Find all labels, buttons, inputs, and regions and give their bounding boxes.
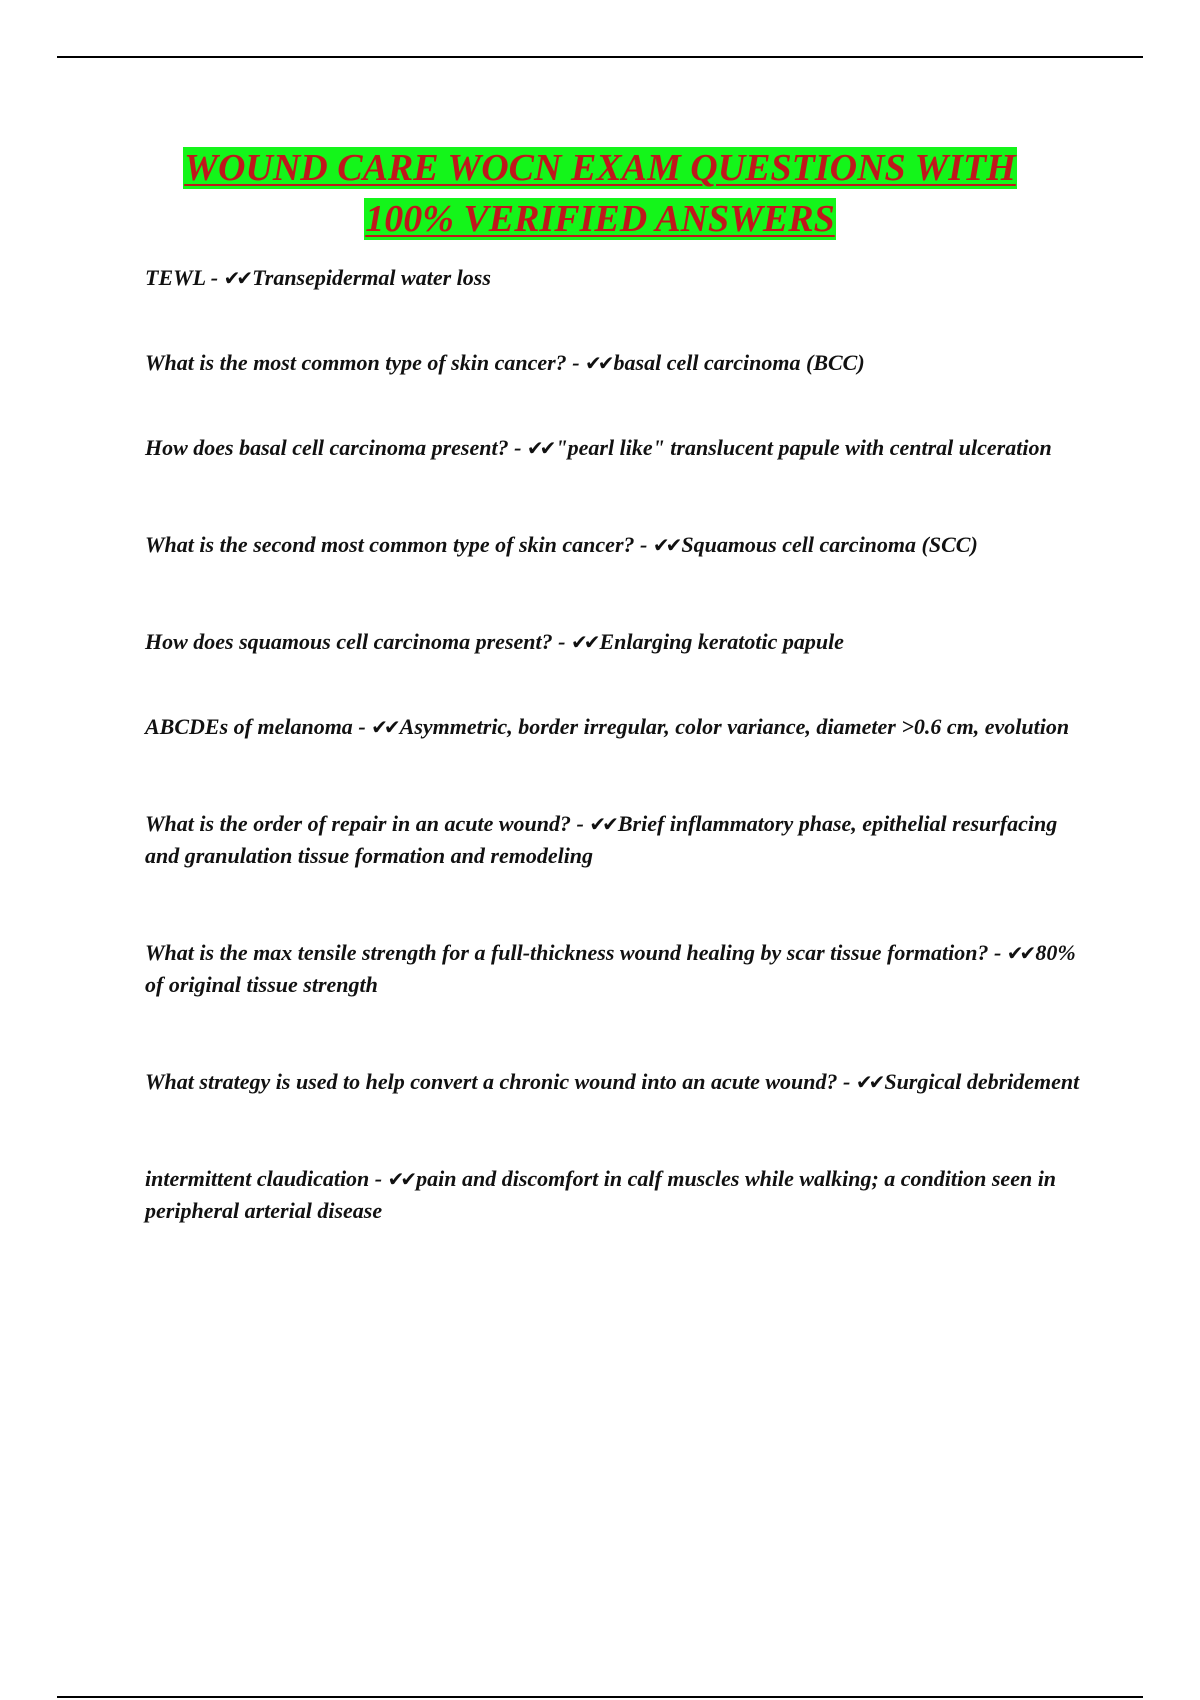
qa-list — [145, 262, 1095, 1292]
qa-item — [145, 711, 1095, 743]
answer-text: pain and discomfort in calf muscles while walking; a condition seen in peripheral arterial disease — [145, 1166, 1057, 1223]
double-check-icon: ✔✔ — [855, 1070, 882, 1094]
title-line-2: 100% VERIFIED ANSWERS — [365, 198, 835, 240]
question-text: What is the most common type of skin cancer? — [145, 350, 567, 375]
separator: - — [205, 265, 224, 290]
question-text: What is the second most common type of skin cancer? — [145, 532, 635, 557]
qa-item — [145, 626, 1095, 658]
double-check-icon: ✔✔ — [526, 436, 553, 460]
qa-item — [145, 432, 1095, 464]
question-text: How does squamous cell carcinoma present? — [145, 629, 553, 654]
separator: - — [369, 1166, 388, 1191]
separator: - — [352, 714, 372, 739]
question-text: What is the max tensile strength for a full-thickness wound healing by scar tissue formation? — [145, 940, 989, 965]
separator: - — [634, 532, 653, 557]
bottom-rule — [57, 1696, 1143, 1698]
title-line-1: WOUND CARE WOCN EXAM QUESTIONS WITH — [184, 147, 1016, 189]
double-check-icon: ✔✔ — [570, 630, 597, 654]
question-text: How does basal cell carcinoma present? — [145, 435, 509, 460]
qa-item — [145, 937, 1095, 1001]
question-text: What strategy is used to help convert a chronic wound into an acute wound? — [145, 1069, 838, 1094]
question-text: intermittent claudication — [145, 1166, 370, 1191]
question-text: ABCDEs of melanoma — [145, 714, 353, 739]
answer-text: Asymmetric, border irregular, color variance, diameter >0.6 cm, evolution — [399, 714, 1070, 739]
top-rule — [57, 56, 1143, 58]
separator: - — [508, 435, 527, 460]
answer-text: basal cell carcinoma (BCC) — [613, 350, 865, 375]
double-check-icon: ✔✔ — [371, 715, 397, 739]
double-check-icon: ✔✔ — [223, 266, 250, 290]
separator: - — [552, 629, 571, 654]
separator: - — [837, 1069, 856, 1094]
answer-text: Squamous cell carcinoma (SCC) — [681, 532, 978, 557]
answer-text: "pearl like" translucent papule with central ulceration — [555, 435, 1052, 460]
separator: - — [571, 811, 590, 836]
double-check-icon: ✔✔ — [652, 533, 679, 557]
qa-item — [145, 529, 1095, 561]
qa-item — [145, 808, 1095, 872]
answer-text: 80% of original tissue strength — [145, 940, 1076, 997]
qa-item — [145, 262, 1095, 294]
answer-text: Surgical debridement — [884, 1069, 1080, 1094]
double-check-icon: ✔✔ — [387, 1167, 414, 1191]
qa-item — [145, 1163, 1095, 1227]
answer-text: Transepidermal water loss — [252, 265, 491, 290]
separator: - — [988, 940, 1007, 965]
qa-item — [145, 347, 1095, 379]
question-text: TEWL — [145, 265, 206, 290]
double-check-icon: ✔✔ — [589, 812, 615, 836]
double-check-icon: ✔✔ — [585, 351, 611, 375]
double-check-icon: ✔✔ — [1006, 941, 1033, 965]
answer-text: Enlarging keratotic papule — [599, 629, 844, 654]
qa-item — [145, 1066, 1095, 1098]
question-text: What is the order of repair in an acute wound? — [145, 811, 572, 836]
answer-text: Brief inflammatory phase, epithelial resurfacing and granulation tissue formation and remodeling — [145, 811, 1058, 868]
document-title — [100, 143, 1100, 245]
separator: - — [566, 350, 586, 375]
